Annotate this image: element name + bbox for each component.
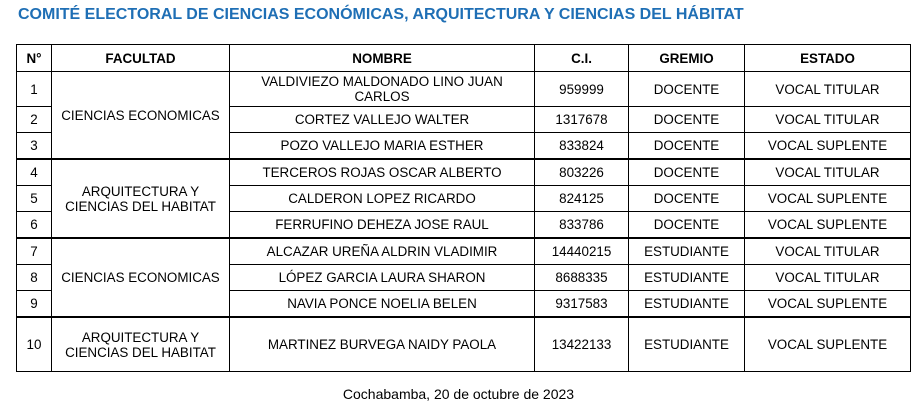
row-num: 10 <box>17 317 52 372</box>
row-nombre: NAVIA PONCE NOELIA BELEN <box>230 291 535 318</box>
facultad-cell: ARQUITECTURA Y CIENCIAS DEL HABITAT <box>52 159 230 238</box>
table-header-row <box>17 45 911 72</box>
row-num: 8 <box>17 265 52 291</box>
row-ci: 959999 <box>535 72 629 107</box>
row-estado: VOCAL SUPLENTE <box>745 186 911 212</box>
row-gremio: DOCENTE <box>629 212 745 239</box>
row-nombre: LÓPEZ GARCIA LAURA SHARON <box>230 265 535 291</box>
header-ci: C.I. <box>535 45 629 72</box>
header-nombre: NOMBRE <box>230 45 535 72</box>
row-gremio: ESTUDIANTE <box>629 265 745 291</box>
row-estado: VOCAL SUPLENTE <box>745 291 911 318</box>
row-nombre: TERCEROS ROJAS OSCAR ALBERTO <box>230 159 535 186</box>
row-nombre: ALCAZAR UREÑA ALDRIN VLADIMIR <box>230 238 535 265</box>
row-ci: 833824 <box>535 133 629 160</box>
row-estado: VOCAL TITULAR <box>745 238 911 265</box>
row-estado: VOCAL SUPLENTE <box>745 212 911 239</box>
row-estado: VOCAL TITULAR <box>745 72 911 107</box>
row-ci: 9317583 <box>535 291 629 318</box>
row-num: 3 <box>17 133 52 160</box>
row-ci: 824125 <box>535 186 629 212</box>
table-row <box>17 159 911 186</box>
row-gremio: DOCENTE <box>629 72 745 107</box>
row-ci: 833786 <box>535 212 629 239</box>
row-nombre: CORTEZ VALLEJO WALTER <box>230 107 535 133</box>
row-gremio: ESTUDIANTE <box>629 317 745 372</box>
row-gremio: DOCENTE <box>629 107 745 133</box>
header-num: N° <box>17 45 52 72</box>
row-gremio: ESTUDIANTE <box>629 238 745 265</box>
document-title: COMITÉ ELECTORAL DE CIENCIAS ECONÓMICAS, ARQUITECTURA Y CIENCIAS DEL HÁBITAT <box>18 6 744 23</box>
row-ci: 803226 <box>535 159 629 186</box>
row-num: 6 <box>17 212 52 239</box>
row-ci: 13422133 <box>535 317 629 372</box>
place-date: Cochabamba, 20 de octubre de 2023 <box>342 386 575 402</box>
committee-table <box>16 44 911 372</box>
row-nombre: MARTINEZ BURVEGA NAIDY PAOLA <box>230 317 535 372</box>
facultad-cell: ARQUITECTURA Y CIENCIAS DEL HABITAT <box>52 317 230 372</box>
header-estado: ESTADO <box>745 45 911 72</box>
row-num: 9 <box>17 291 52 318</box>
table-row <box>17 72 911 107</box>
facultad-cell: CIENCIAS ECONOMICAS <box>52 72 230 160</box>
row-ci: 8688335 <box>535 265 629 291</box>
row-nombre: CALDERON LOPEZ RICARDO <box>230 186 535 212</box>
row-ci: 14440215 <box>535 238 629 265</box>
facultad-cell: CIENCIAS ECONOMICAS <box>52 238 230 317</box>
row-num: 5 <box>17 186 52 212</box>
row-estado: VOCAL TITULAR <box>745 265 911 291</box>
row-num: 4 <box>17 159 52 186</box>
header-gremio: GREMIO <box>629 45 745 72</box>
row-gremio: DOCENTE <box>629 186 745 212</box>
row-gremio: ESTUDIANTE <box>629 291 745 318</box>
row-nombre: FERRUFINO DEHEZA JOSE RAUL <box>230 212 535 239</box>
row-ci: 1317678 <box>535 107 629 133</box>
row-nombre: POZO VALLEJO MARIA ESTHER <box>230 133 535 160</box>
row-gremio: DOCENTE <box>629 159 745 186</box>
row-nombre: VALDIVIEZO MALDONADO LINO JUAN CARLOS <box>230 72 535 107</box>
row-estado: VOCAL TITULAR <box>745 107 911 133</box>
row-estado: VOCAL SUPLENTE <box>745 317 911 372</box>
row-num: 1 <box>17 72 52 107</box>
header-facultad: FACULTAD <box>52 45 230 72</box>
table-row <box>17 238 911 265</box>
row-num: 7 <box>17 238 52 265</box>
row-estado: VOCAL TITULAR <box>745 159 911 186</box>
row-gremio: DOCENTE <box>629 133 745 160</box>
row-num: 2 <box>17 107 52 133</box>
row-estado: VOCAL SUPLENTE <box>745 133 911 160</box>
table-row <box>17 317 911 372</box>
